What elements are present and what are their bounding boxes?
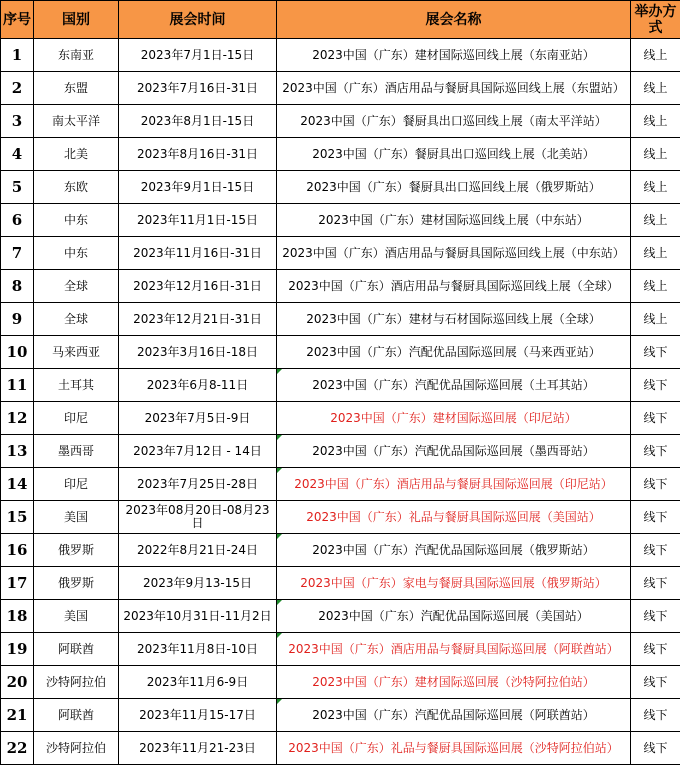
cell-mode: 线下	[631, 402, 680, 435]
cell-country: 南太平洋	[34, 105, 119, 138]
table-row	[1, 369, 680, 402]
table-row	[1, 567, 680, 600]
cell-exhibition-name: 2023中国（广东）建材与石材国际巡回线上展（全球）	[277, 303, 631, 336]
cell-date: 2023年8月16日-31日	[119, 138, 277, 171]
table-row	[1, 666, 680, 699]
cell-date: 2023年11月1日-15日	[119, 204, 277, 237]
cell-num: 22	[1, 732, 34, 765]
cell-num: 18	[1, 600, 34, 633]
table-row	[1, 534, 680, 567]
table-row	[1, 105, 680, 138]
cell-num: 9	[1, 303, 34, 336]
cell-date: 2023年7月16日-31日	[119, 72, 277, 105]
cell-country: 俄罗斯	[34, 567, 119, 600]
cell-num: 12	[1, 402, 34, 435]
cell-date: 2022年8月21日-24日	[119, 534, 277, 567]
cell-num: 16	[1, 534, 34, 567]
cell-exhibition-name: 2023中国（广东）酒店用品与餐厨具国际巡回展（阿联酋站）	[277, 633, 631, 666]
cell-country: 沙特阿拉伯	[34, 666, 119, 699]
cell-mode: 线下	[631, 435, 680, 468]
cell-exhibition-name: 2023中国（广东）建材国际巡回线上展（东南亚站）	[277, 39, 631, 72]
cell-exhibition-name: 2023中国（广东）家电与餐厨具国际巡回展（俄罗斯站）	[277, 567, 631, 600]
cell-mode: 线下	[631, 501, 680, 534]
table-row	[1, 468, 680, 501]
cell-date: 2023年7月1日-15日	[119, 39, 277, 72]
cell-num: 17	[1, 567, 34, 600]
cell-exhibition-name: 2023中国（广东）汽配优品国际巡回展（土耳其站）	[277, 369, 631, 402]
cell-exhibition-name: 2023中国（广东）餐厨具出口巡回线上展（俄罗斯站）	[277, 171, 631, 204]
cell-mode: 线下	[631, 666, 680, 699]
cell-date: 2023年10月31日-11月2日	[119, 600, 277, 633]
cell-date: 2023年11月15-17日	[119, 699, 277, 732]
cell-num: 11	[1, 369, 34, 402]
table-row	[1, 39, 680, 72]
cell-num: 13	[1, 435, 34, 468]
cell-mode: 线下	[631, 369, 680, 402]
cell-date: 2023年11月8日-10日	[119, 633, 277, 666]
cell-exhibition-name: 2023中国（广东）汽配优品国际巡回展（美国站）	[277, 600, 631, 633]
cell-date: 2023年11月21-23日	[119, 732, 277, 765]
cell-exhibition-name: 2023中国（广东）汽配优品国际巡回展（马来西亚站）	[277, 336, 631, 369]
cell-country: 土耳其	[34, 369, 119, 402]
table-row	[1, 633, 680, 666]
header-mode: 举办方式	[631, 1, 680, 39]
cell-exhibition-name: 2023中国（广东）酒店用品与餐厨具国际巡回线上展（东盟站）	[277, 72, 631, 105]
cell-mode: 线下	[631, 699, 680, 732]
cell-mode: 线下	[631, 468, 680, 501]
cell-exhibition-name: 2023中国（广东）餐厨具出口巡回线上展（北美站）	[277, 138, 631, 171]
cell-country: 墨西哥	[34, 435, 119, 468]
cell-country: 俄罗斯	[34, 534, 119, 567]
header-name: 展会名称	[277, 1, 631, 39]
table-row	[1, 402, 680, 435]
cell-num: 5	[1, 171, 34, 204]
cell-date: 2023年7月25日-28日	[119, 468, 277, 501]
header-date: 展会时间	[119, 1, 277, 39]
cell-num: 3	[1, 105, 34, 138]
cell-country: 东盟	[34, 72, 119, 105]
table-row	[1, 699, 680, 732]
cell-mode: 线上	[631, 105, 680, 138]
table-row	[1, 138, 680, 171]
cell-date: 2023年7月12日 - 14日	[119, 435, 277, 468]
table-row	[1, 237, 680, 270]
cell-num: 7	[1, 237, 34, 270]
cell-exhibition-name: 2023中国（广东）汽配优品国际巡回展（墨西哥站）	[277, 435, 631, 468]
table-row	[1, 336, 680, 369]
header-row	[1, 1, 680, 39]
table-row	[1, 204, 680, 237]
cell-country: 北美	[34, 138, 119, 171]
cell-date: 2023年11月6-9日	[119, 666, 277, 699]
cell-country: 美国	[34, 600, 119, 633]
table-row	[1, 270, 680, 303]
cell-date: 2023年8月1日-15日	[119, 105, 277, 138]
table-row	[1, 501, 680, 534]
cell-num: 10	[1, 336, 34, 369]
cell-mode: 线上	[631, 138, 680, 171]
cell-country: 阿联酋	[34, 633, 119, 666]
cell-date: 2023年6月8-11日	[119, 369, 277, 402]
header-num: 序号	[1, 1, 34, 39]
cell-date: 2023年9月1日-15日	[119, 171, 277, 204]
cell-date: 2023年08月20日-08月23日	[119, 501, 277, 534]
cell-exhibition-name: 2023中国（广东）建材国际巡回线上展（中东站）	[277, 204, 631, 237]
cell-exhibition-name: 2023中国（广东）建材国际巡回展（印尼站）	[277, 402, 631, 435]
cell-num: 14	[1, 468, 34, 501]
cell-date: 2023年12月16日-31日	[119, 270, 277, 303]
cell-country: 东欧	[34, 171, 119, 204]
cell-exhibition-name: 2023中国（广东）礼品与餐厨具国际巡回展（美国站）	[277, 501, 631, 534]
cell-num: 20	[1, 666, 34, 699]
cell-country: 印尼	[34, 402, 119, 435]
cell-country: 美国	[34, 501, 119, 534]
cell-date: 2023年3月16日-18日	[119, 336, 277, 369]
cell-mode: 线上	[631, 72, 680, 105]
table-row	[1, 171, 680, 204]
cell-date: 2023年11月16日-31日	[119, 237, 277, 270]
cell-mode: 线下	[631, 336, 680, 369]
table-row	[1, 600, 680, 633]
cell-num: 2	[1, 72, 34, 105]
cell-country: 沙特阿拉伯	[34, 732, 119, 765]
cell-country: 中东	[34, 237, 119, 270]
cell-country: 中东	[34, 204, 119, 237]
cell-country: 东南亚	[34, 39, 119, 72]
cell-mode: 线上	[631, 39, 680, 72]
cell-exhibition-name: 2023中国（广东）礼品与餐厨具国际巡回展（沙特阿拉伯站）	[277, 732, 631, 765]
cell-country: 印尼	[34, 468, 119, 501]
cell-exhibition-name: 2023中国（广东）汽配优品国际巡回展（阿联酋站）	[277, 699, 631, 732]
cell-num: 6	[1, 204, 34, 237]
cell-exhibition-name: 2023中国（广东）酒店用品与餐厨具国际巡回展（印尼站）	[277, 468, 631, 501]
cell-num: 15	[1, 501, 34, 534]
cell-mode: 线下	[631, 534, 680, 567]
cell-mode: 线下	[631, 600, 680, 633]
cell-mode: 线上	[631, 204, 680, 237]
cell-mode: 线下	[631, 732, 680, 765]
cell-date: 2023年12月21日-31日	[119, 303, 277, 336]
cell-num: 21	[1, 699, 34, 732]
cell-mode: 线下	[631, 567, 680, 600]
cell-num: 1	[1, 39, 34, 72]
cell-num: 4	[1, 138, 34, 171]
table-row	[1, 303, 680, 336]
header-country: 国别	[34, 1, 119, 39]
cell-date: 2023年7月5日-9日	[119, 402, 277, 435]
cell-mode: 线上	[631, 237, 680, 270]
cell-country: 马来西亚	[34, 336, 119, 369]
cell-date: 2023年9月13-15日	[119, 567, 277, 600]
table-row	[1, 435, 680, 468]
cell-country: 阿联酋	[34, 699, 119, 732]
cell-country: 全球	[34, 270, 119, 303]
table-row	[1, 72, 680, 105]
cell-num: 8	[1, 270, 34, 303]
cell-mode: 线下	[631, 633, 680, 666]
cell-exhibition-name: 2023中国（广东）建材国际巡回展（沙特阿拉伯站）	[277, 666, 631, 699]
cell-exhibition-name: 2023中国（广东）酒店用品与餐厨具国际巡回线上展（全球）	[277, 270, 631, 303]
cell-mode: 线上	[631, 171, 680, 204]
cell-exhibition-name: 2023中国（广东）酒店用品与餐厨具国际巡回线上展（中东站）	[277, 237, 631, 270]
cell-exhibition-name: 2023中国（广东）汽配优品国际巡回展（俄罗斯站）	[277, 534, 631, 567]
cell-mode: 线上	[631, 270, 680, 303]
cell-country: 全球	[34, 303, 119, 336]
cell-num: 19	[1, 633, 34, 666]
table-row	[1, 732, 680, 765]
cell-exhibition-name: 2023中国（广东）餐厨具出口巡回线上展（南太平洋站）	[277, 105, 631, 138]
cell-mode: 线上	[631, 303, 680, 336]
